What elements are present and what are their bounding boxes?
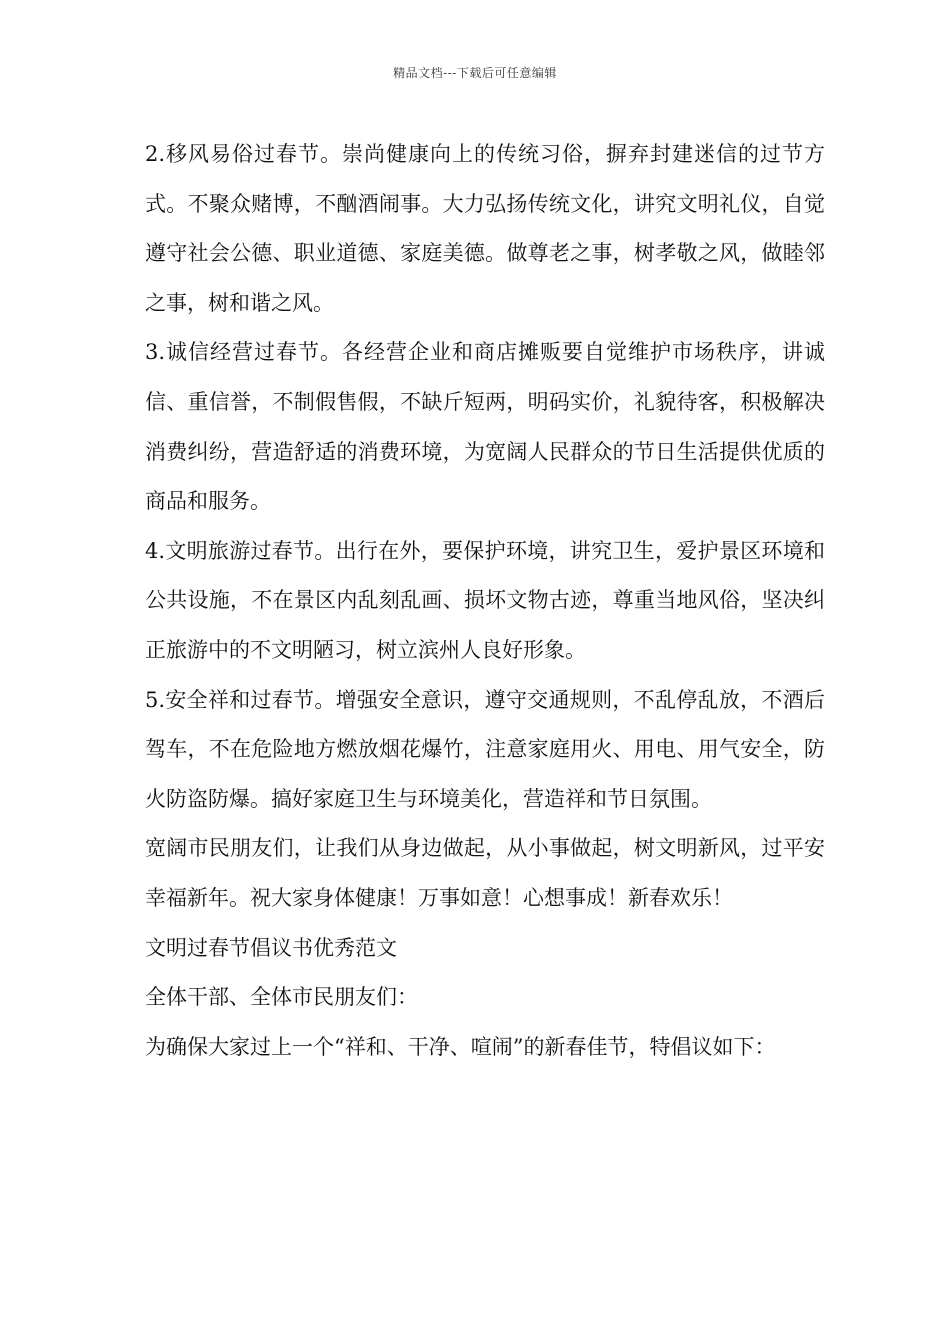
- paragraph-item-4: 4.文明旅游过春节。出行在外，要保护环境，讲究卫生，爱护景区环境和公共设施，不在景区内乱刻乱画、损坏文物古迹，尊重当地风俗，坚决纠正旅游中的不文明陋习，树立滨州人良好形象。: [145, 538, 825, 662]
- paragraph-item-5: 5.安全祥和过春节。增强安全意识，遵守交通规则，不乱停乱放，不酒后驾车，不在危险地方燃放烟花爆竹，注意家庭用火、用电、用气安全，防火防盗防爆。搞好家庭卫生与环境美化，营造祥和节日氛围。: [145, 687, 825, 811]
- salutation: 全体干部、全体市民朋友们：: [145, 985, 418, 1010]
- document-body: [145, 130, 825, 1072]
- page-header: 精品文档---下载后可任意编辑: [393, 66, 557, 80]
- paragraph-item-3: 3.诚信经营过春节。各经营企业和商店摊贩要自觉维护市场秩序，讲诚信、重信誉，不制假售假，不缺斤短两，明码实价，礼貌待客，积极解决消费纠纷，营造舒适的消费环境，为宽阔人民群众的节日生活提供优质的商品和服务。: [145, 340, 825, 514]
- section-title: 文明过春节倡议书优秀范文: [145, 935, 397, 960]
- paragraph-item-2: 2.移风易俗过春节。崇尚健康向上的传统习俗，摒弃封建迷信的过节方式。不聚众赌博，不酗酒闹事。大力弘扬传统文化，讲究文明礼仪，自觉遵守社会公德、职业道德、家庭美德。做尊老之事，树孝敬之风，做睦邻之事，树和谐之风。: [145, 142, 825, 315]
- paragraph-closing: 宽阔市民朋友们，让我们从身边做起，从小事做起，树文明新风，过平安幸福新年。祝大家身体健康！万事如意！心想事成！新春欢乐！: [145, 836, 825, 910]
- paragraph-intro: 为确保大家过上一个“祥和、干净、喧闹”的新春佳节，特倡议如下：: [145, 1034, 776, 1059]
